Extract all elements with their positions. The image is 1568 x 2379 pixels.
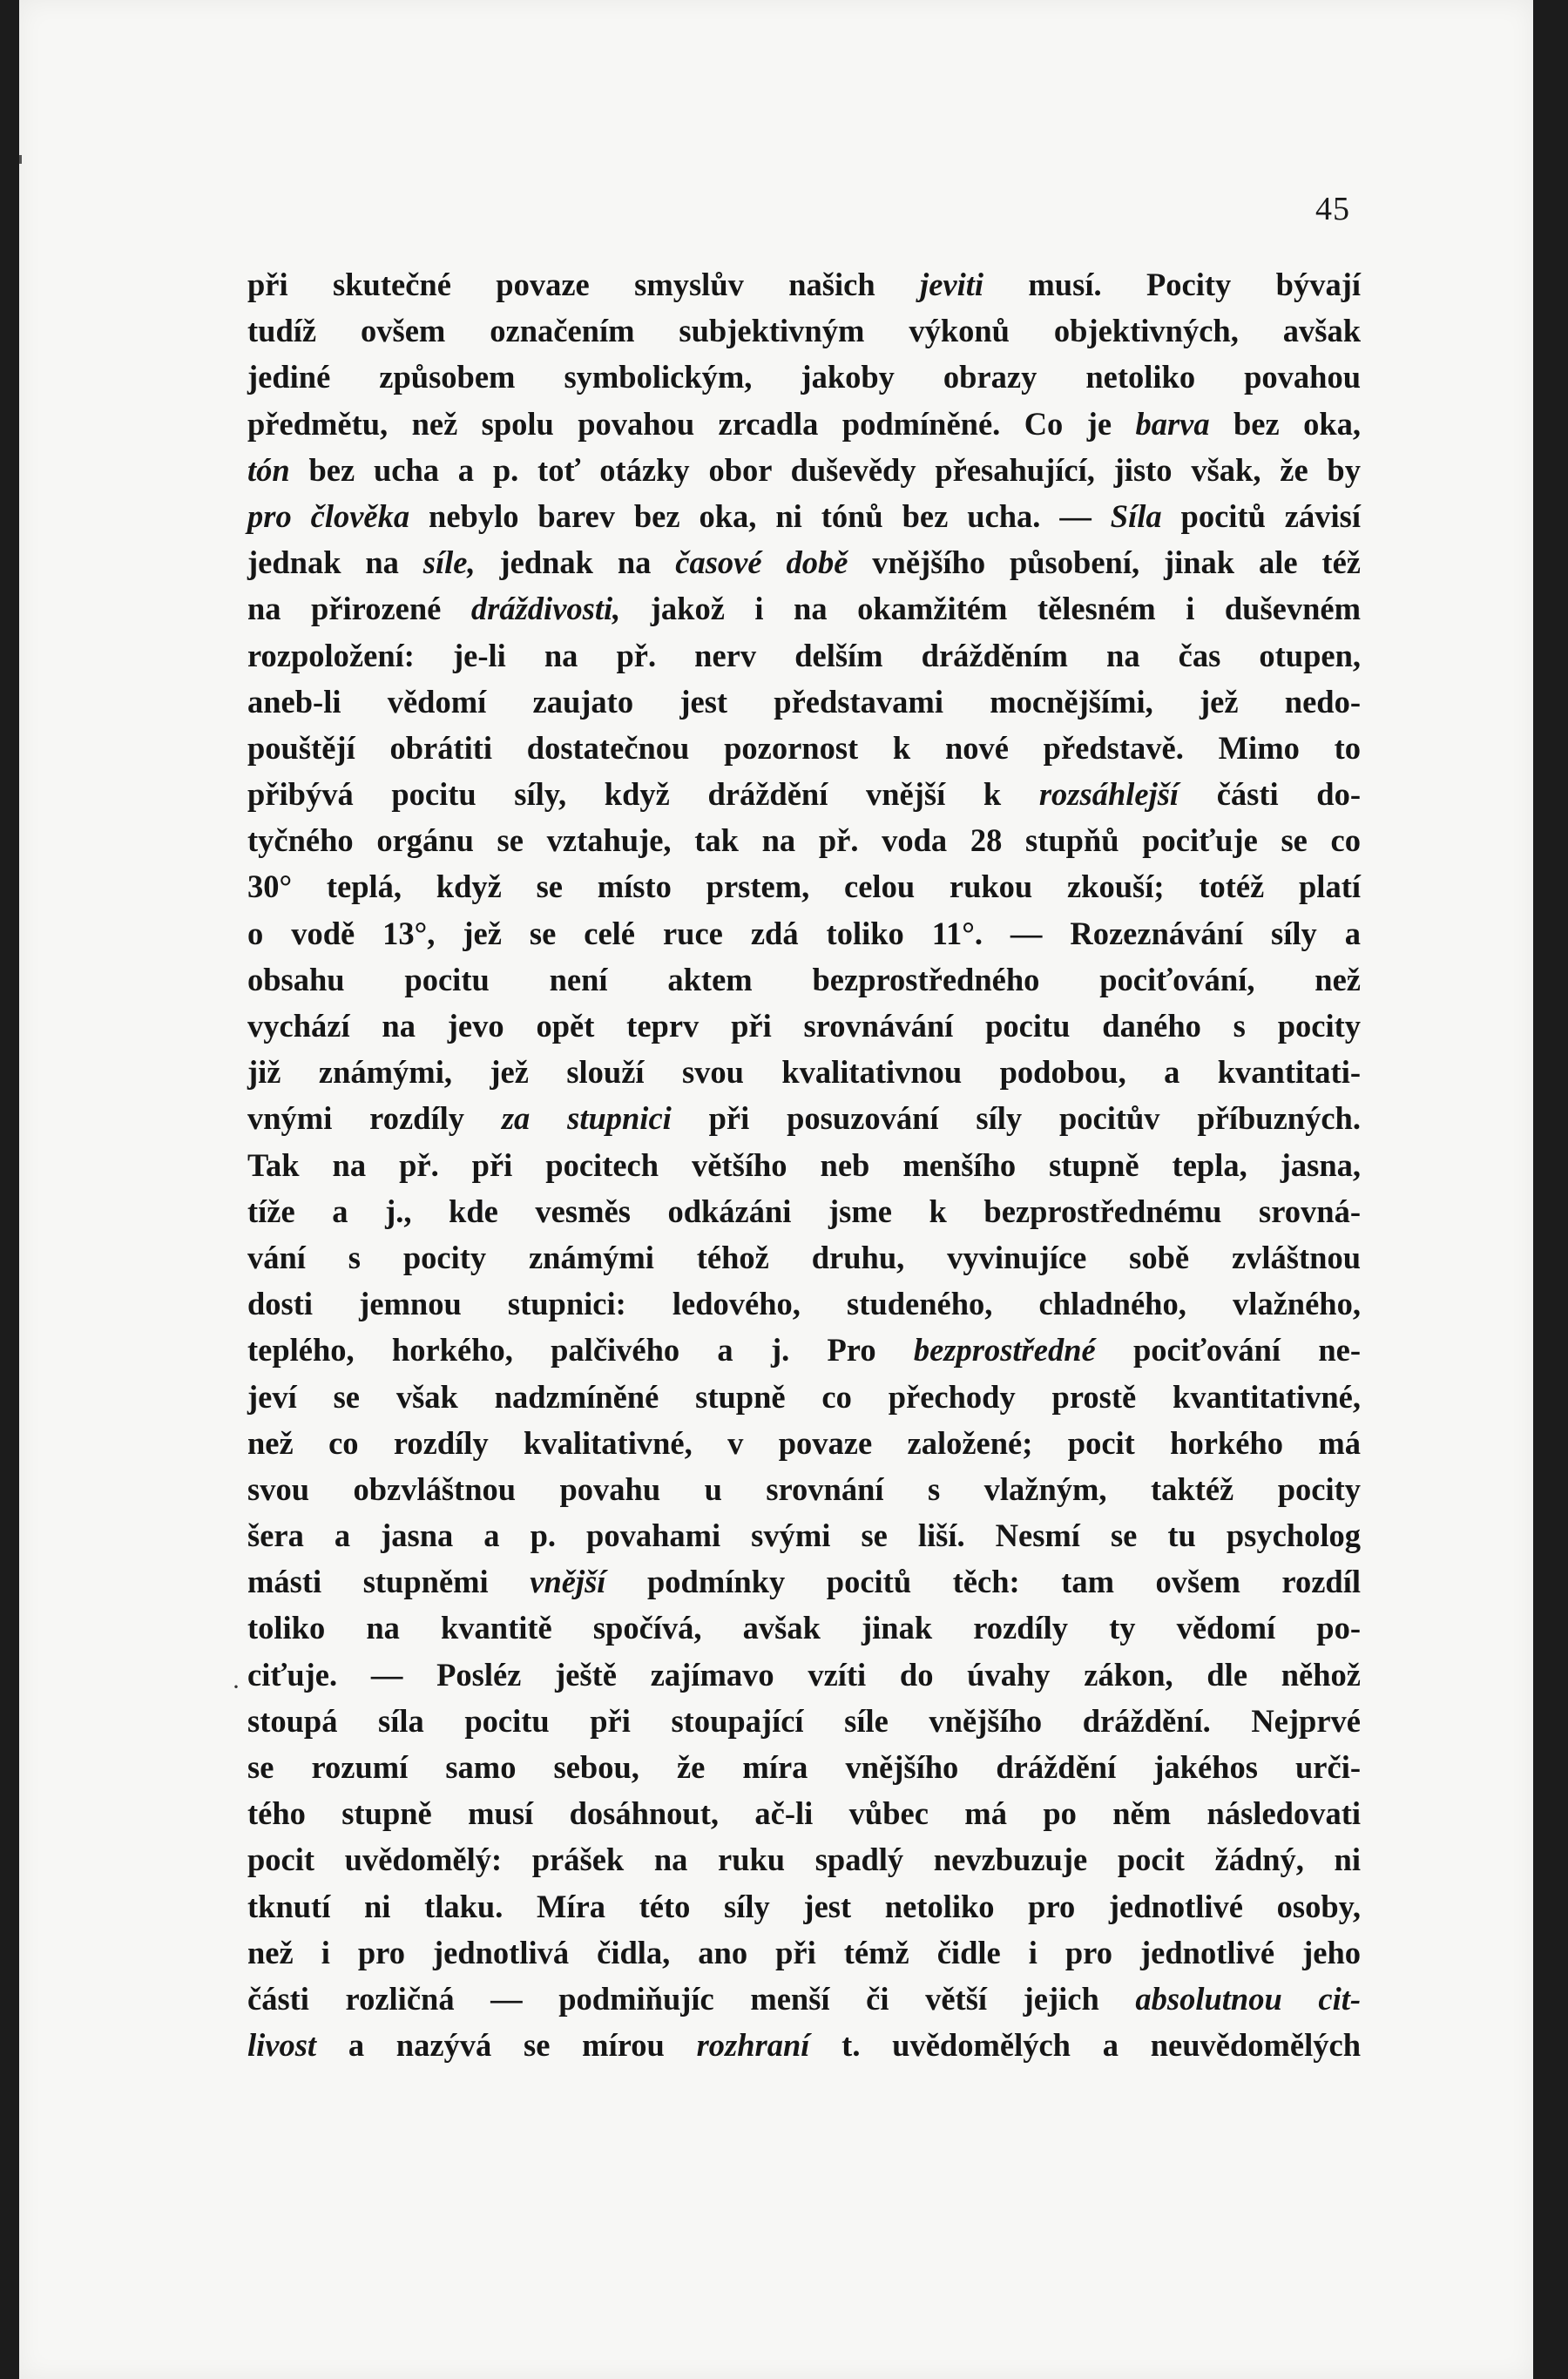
text-segment: rozpoložení: je-li na př. nerv delším drážděním na čas otupen, [247, 637, 1361, 673]
text-segment: stoupá síla pocitu při stoupající síle vnějšího dráždění. Nejprvé [247, 1702, 1361, 1739]
italic-text-segment: barva [1135, 405, 1210, 442]
text-segment: dosti jemnou stupnici: ledového, studeného, chladného, vlažného, [247, 1286, 1361, 1322]
italic-text-segment: tón [247, 451, 290, 488]
page-edge-mark [19, 155, 22, 164]
italic-text-segment: síle, [422, 544, 476, 581]
text-line [247, 1095, 1361, 1141]
text-line [247, 1281, 1361, 1327]
text-line [247, 1605, 1361, 1651]
text-line [247, 1466, 1361, 1512]
margin-dot: · [232, 1673, 240, 1701]
text-line [247, 1374, 1361, 1420]
text-segment: při posuzování síly pocitův příbuzných. [671, 1100, 1361, 1137]
text-segment: vnými rozdíly [247, 1100, 502, 1137]
text-segment: vychází na jevo opět teprv při srovnávání pocitu daného s pocity [247, 1008, 1361, 1044]
text-segment: na přirozené [247, 591, 471, 627]
italic-text-segment: časové době [675, 544, 848, 581]
text-line [247, 1327, 1361, 1373]
text-segment: pouštějí obrátiti dostatečnou pozornost k nové představě. Mimo to [247, 729, 1361, 766]
text-segment: se rozumí samo sebou, že míra vnějšího dráždění jakéhos urči- [247, 1749, 1361, 1785]
text-segment: při skutečné povaze smyslův našich [247, 267, 921, 302]
text-segment: tého stupně musí dosáhnout, ač-li vůbec má po něm následovati [247, 1795, 1361, 1832]
text-line [247, 910, 1361, 956]
text-segment: vání s pocity známými téhož druhu, vyvinujíce sobě zvláštnou [247, 1239, 1361, 1275]
text-segment: ciťuje. — Posléz ještě zajímavo vzíti do úvahy zákon, dle něhož [247, 1656, 1361, 1693]
italic-text-segment: rozhraní [696, 2027, 810, 2064]
italic-text-segment: pro člověka [247, 497, 410, 534]
text-line [247, 725, 1361, 771]
text-segment: 30° teplá, když se místo prstem, celou rukou zkouší; totéž platí [247, 868, 1361, 905]
text-line [247, 401, 1361, 447]
text-segment: t. uvědomělých a neuvědomělých [809, 2027, 1361, 2064]
text-segment: tíže a j., kde vesměs odkázáni jsme k bezprostřednému srovná- [247, 1193, 1361, 1229]
text-segment: musí. Pocity bývají [983, 267, 1361, 302]
text-line [247, 1698, 1361, 1744]
text-line [247, 1234, 1361, 1281]
text-segment: toliko na kvantitě spočívá, avšak jinak rozdíly ty vědomí po- [247, 1610, 1361, 1646]
text-line [247, 771, 1361, 817]
text-line [247, 632, 1361, 679]
text-line [247, 1883, 1361, 1930]
text-segment: jakož i na okamžitém tělesném i duševném [620, 591, 1361, 627]
italic-text-segment: vnější [530, 1564, 606, 1600]
text-segment: než i pro jednotlivá čidla, ano při témž čidle i pro jednotlivé jeho [247, 1934, 1361, 1970]
text-segment: a nazývá se mírou [316, 2027, 697, 2064]
text-line [247, 679, 1361, 725]
text-segment: teplého, horkého, palčivého a j. Pro [247, 1332, 914, 1369]
text-segment: vnějšího působení, jinak ale též [848, 544, 1361, 581]
text-segment: jeví se však nadzmíněné stupně co přechody prostě kvantitativné, [247, 1378, 1361, 1415]
text-line [247, 308, 1361, 354]
text-line [247, 1188, 1361, 1234]
text-segment: svou obzvláštnou povahu u srovnání s vlažným, taktéž pocity [247, 1470, 1361, 1507]
text-line [247, 354, 1361, 400]
text-line [247, 1512, 1361, 1558]
text-segment: jediné způsobem symbolickým, jakoby obrazy netoliko povahou [247, 359, 1361, 395]
text-line [247, 1836, 1361, 1882]
text-segment: Tak na př. při pocitech většího neb menšího stupně tepla, jasna, [247, 1146, 1361, 1183]
text-segment: bez oka, [1209, 405, 1361, 442]
text-line [247, 2022, 1361, 2068]
text-segment: jednak na [475, 544, 676, 581]
italic-text-segment: dráždivosti, [470, 591, 621, 627]
text-line [247, 493, 1361, 539]
text-line [247, 1142, 1361, 1188]
book-page [19, 0, 1533, 2379]
text-segment: pocitů závisí [1161, 497, 1361, 534]
text-line [247, 585, 1361, 632]
italic-text-segment: za stupnici [501, 1100, 672, 1137]
italic-text-segment: bezprostředné [913, 1332, 1096, 1369]
text-segment: tudíž ovšem označením subjektivným výkonů objektivných, avšak [247, 313, 1361, 349]
text-line [247, 1790, 1361, 1836]
text-segment: předmětu, než spolu povahou zrcadla podmíněné. Co je [247, 405, 1136, 442]
page-number: 45 [1315, 191, 1350, 227]
text-segment: tknutí ni tlaku. Míra této síly jest netoliko pro jednotlivé osoby, [247, 1888, 1361, 1924]
text-segment: než co rozdíly kvalitativné, v povaze založené; pocit horkého má [247, 1424, 1361, 1461]
text-segment: pocit uvědomělý: prášek na ruku spadlý nevzbuzuje pocit žádný, ni [247, 1842, 1361, 1878]
italic-text-segment: rozsáhlejší [1038, 776, 1179, 813]
text-segment: již známými, jež slouží svou kvalitativnou podobou, a kvantitati- [247, 1054, 1361, 1091]
italic-text-segment: Síla [1110, 497, 1162, 534]
text-line [247, 817, 1361, 863]
text-line [247, 1049, 1361, 1095]
text-segment: části do- [1179, 776, 1362, 813]
text-line [247, 1003, 1361, 1049]
text-segment: o vodě 13°, jež se celé ruce zdá toliko 11°. — Rozeznávání síly a [247, 915, 1361, 951]
text-segment: pociťování ne- [1095, 1332, 1361, 1369]
text-line [247, 447, 1361, 493]
text-segment: tyčného orgánu se vztahuje, tak na př. voda 28 stupňů pociťuje se co [247, 822, 1361, 859]
text-segment: másti stupněmi [247, 1564, 531, 1600]
text-line [247, 539, 1361, 585]
text-segment: bez ucha a p. toť otázky obor duševědy přesahující, jisto však, že by [289, 451, 1361, 488]
text-segment: obsahu pocitu není aktem bezprostředného pociťování, než [247, 961, 1361, 997]
text-segment: přibývá pocitu síly, když dráždění vnější k [247, 776, 1039, 813]
text-segment: části rozličná — podmiňujíc menší či větší jejich [247, 1980, 1136, 2017]
text-line [247, 1744, 1361, 1790]
text-segment: šera a jasna a p. povahami svými se liší. Nesmí se tu psycholog [247, 1517, 1361, 1554]
text-line [247, 1558, 1361, 1605]
italic-text-segment: jeviti [920, 267, 984, 302]
text-segment: podmínky pocitů těch: tam ovšem rozdíl [605, 1564, 1361, 1600]
text-line [247, 1976, 1361, 2022]
body-text [247, 261, 1361, 2068]
text-line [247, 956, 1361, 1003]
text-line [247, 1930, 1361, 1976]
text-line [247, 863, 1361, 909]
text-segment: nebylo barev bez oka, ni tónů bez ucha. — [409, 497, 1111, 534]
italic-text-segment: absolutnou cit- [1135, 1980, 1362, 2017]
text-line [247, 1420, 1361, 1466]
text-segment: jednak na [247, 544, 423, 581]
italic-text-segment: livost [247, 2027, 317, 2064]
text-line [247, 261, 1361, 308]
text-segment: aneb-li vědomí zaujato jest představami mocnějšími, jež nedo- [247, 683, 1361, 720]
text-line [247, 1652, 1361, 1698]
